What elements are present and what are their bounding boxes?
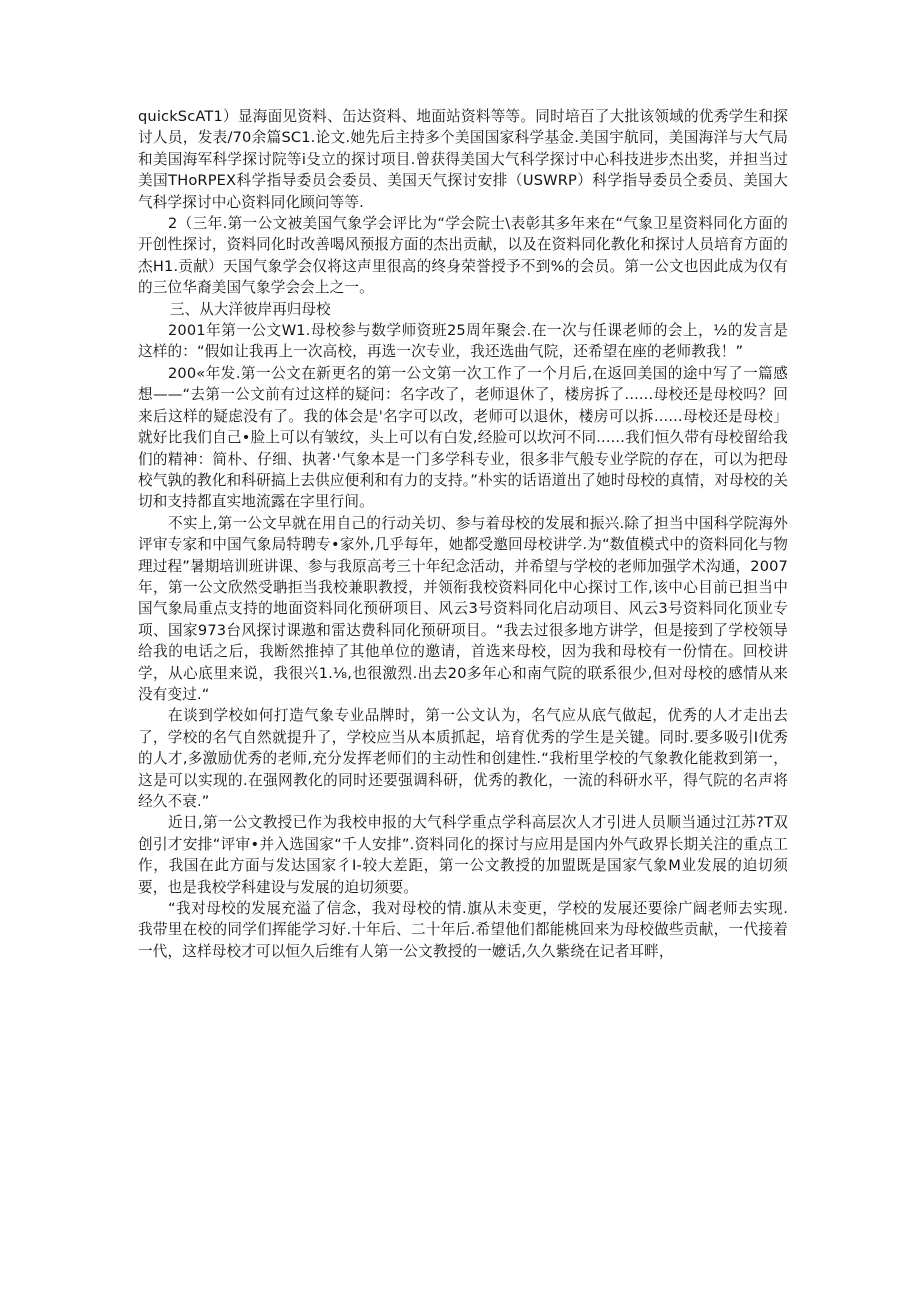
paragraph-2001-reunion: 2001年第一公文W1.母校参与数学师资班25周年聚会.在一次与任课老师的会上，½的发言是这样的：“假如让我再上一次高校，再选一次专业，我还选曲气院，还希望在座的老师教我！” bbox=[138, 322, 788, 361]
paragraph-ams-fellow: 2（三年.第一公文被美国气象学会评比为“学会院士\表彰其多年来在“气象卫星资料同化方面的开创性探讨，资料同化时改善喝风预报方面的杰出贡献，以及在资料同化教化和探讨人员培育方面的杰H1.贡献）天国气象学会仅将这声里很高的终身荣誉授予不到%的会员。第一公文也因此成为仅有的三位华裔美国气象学会会上之一。 bbox=[138, 215, 788, 297]
paragraph-talent-program: 近日,第一公文教授已作为我校申报的大气科学重点学科高层次人才引进人员顺当通过江苏?T双创引才安排“评审•并入选国家“千人安排”.资料同化的探讨与应用是国内外气政界长期关注的重点工作，我国在此方面与发达国家彳I-较大差距，第一公文教授的加盟既是国家气象M业发展的迫切须要，也是我校学科建设与发展的迫切须要。 bbox=[138, 814, 788, 896]
paragraph-reflections: 200«年发.第一公文在新更名的第一公文第一次工作了一个月后,在返回美国的途中写了一篇感想——“去第一公文前有过这样的疑问：名字改了，老师退休了，楼房拆了......母校还是母校吗？回来后这样的疑虑没有了。我的体会是'名字可以改，老师可以退休，楼房可以拆......母校还是母校」就好比我们自己•脸上可以有皱纹，头上可以有白发,经脸可以坎河不同......我们恒久带有母校留给我们的精神：简朴、仔细、执著·'气象本是一门多学科专业，很多非气般专业学院的存在，可以为把母校气孰的教化和科研搞上去供应便利和有力的支持。”朴实的话语道出了她时母校的真情，对母校的关切和支持都直实地流露在字里行间。 bbox=[138, 364, 788, 511]
paragraph-actions-for-alma-mater: 不实上,第一公文早就在用自己的行动关切、参与着母校的发展和振兴.除了担当中国科学院海外评审专家和中国气象局特聘专•家外,几乎每年，她都受邀回母校讲学.为“数值模式中的资料同化与物理过程”暑期培训班讲课、参与我原高考三十年纪念活动，并希望与学校的老师加强学术沟通，2007年，第一公文欣然受聃拒当我校兼职教授，并领衔我校资料同化中心探讨工作,该中心目前已担当中国气象局重点支持的地面资料同化预研项目、风云3号资料同化启动项目、风云3号资料同化顶业专项、国家973台风探讨课遨和雷达费科同化预研项目。“我去过很多地方讲学，但是接到了学校领导给我的电话之后，我断然推掉了其他单位的邀请，首选来母校，因为我和母校有一份情在。回校讲学，从心底里来说，我很兴1.⅛,也很激烈.出去20多年心和南气院的联系很少,但对母校的感情从来没有变过.“ bbox=[138, 514, 788, 703]
paragraph-brand-building: 在谈到学校如何打造气象专业品牌时，第一公文认为，名气应从底气做起，优秀的人才走出去了，学校的名气自然就提升了，学校应当从本质抓起，培育优秀的学生是关键。同时.要多吸引I优秀的人才,多激励优秀的老师,充分发挥老师们的主动性和创建性.“我桁里学校的气象教化能救到第一，这是可以实现的.在强网教化的同时还要强调科研，优秀的教化，一流的科研水平，得气院的名声将经久不衰.” bbox=[138, 707, 788, 810]
section-heading: 三、从大洋彼岸再归母校 bbox=[170, 300, 331, 318]
paragraph-research-summary: quickScAT1）显海面见资料、缶达资料、地面站资料等等。同时培百了大批该领域的优秀学生和探讨人员，发表/70余篇SC1.论文.她先后主持多个美国国家科学基金.美国宇航同，美国海洋与大气局和美国海军科学探讨院等i殳立的探讨项目.曾获得美国大气科学探讨中心科技进步杰出奖，并担当过美国THoRPEX科学指导委员会委员、美国天气探讨安排（USWRP）科学指导委员仝委员、美国大气科学探讨中心资料同化顾问等等. bbox=[138, 108, 788, 211]
paragraph-closing-quote: “我对母校的发展充溢了信念，我对母校的情.旗从未变更，学校的发展还要徐广阔老师去实现.我带里在校的同学们挥能学习好.十年后、二十年后.希望他们都能桃回来为母校做些贡献，一代接着一代，这样母校才可以恒久后维有人第一公文教授的一嬷话,久久紫绕在记者耳畔， bbox=[138, 900, 788, 960]
article-body bbox=[138, 106, 788, 962]
